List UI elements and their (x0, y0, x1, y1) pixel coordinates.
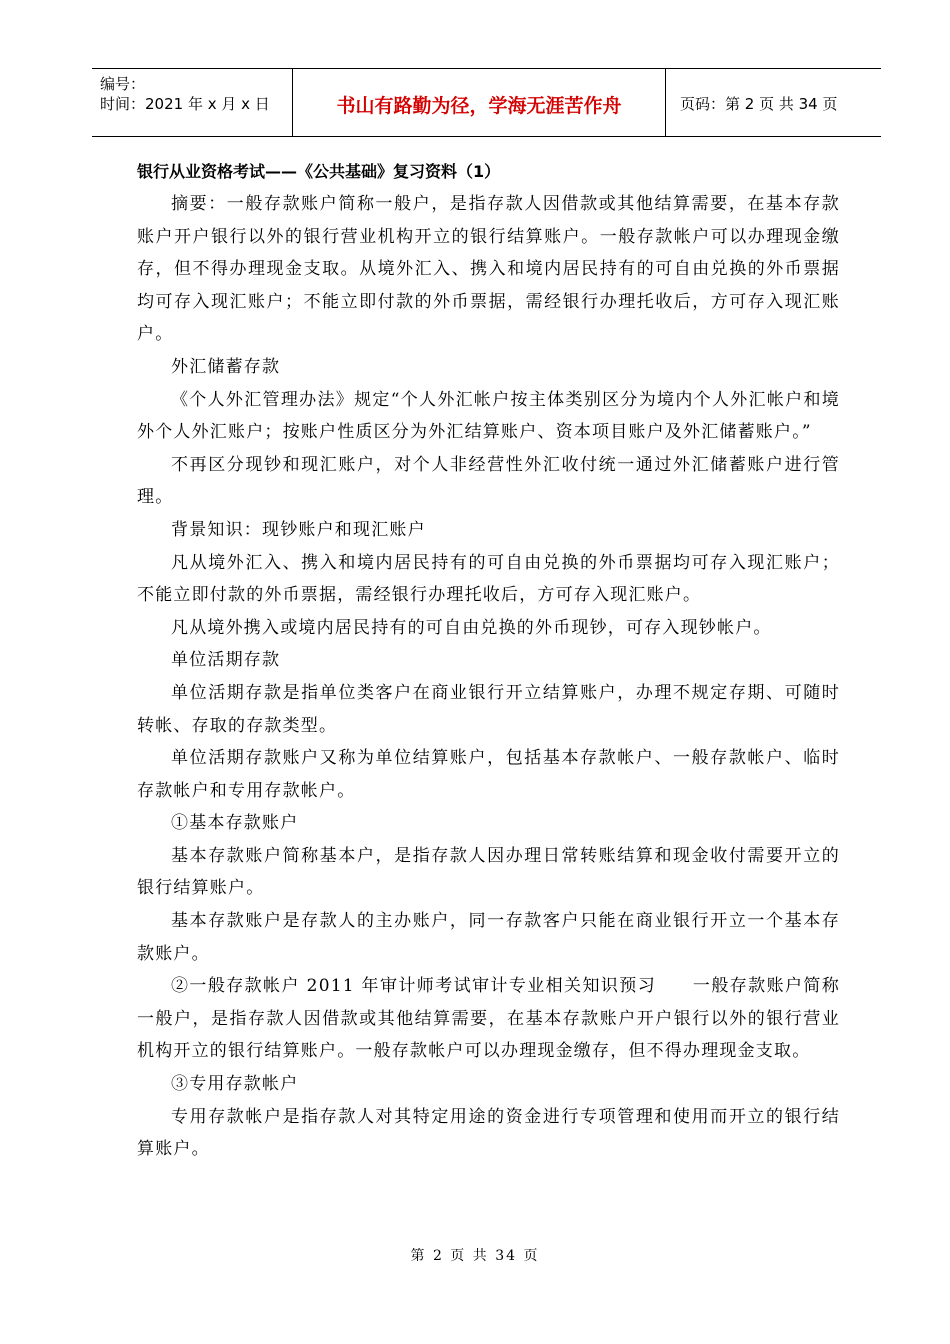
page-footer: 第 2 页 共 34 页 (410, 1248, 540, 1264)
header-page-cell (666, 69, 881, 136)
motto-text: 书山有路勤为径，学海无涯苦作舟 (336, 95, 622, 117)
paragraph: ②一般存款帐户 2011 年审计师考试审计专业相关知识预习 一般存款账户简称一般户，是指存款人因借款或其他结算需要，在基本存款账户开户银行以外的银行营业机构开立的银行结算账户。一般存款帐户可以办理现金缴存，但不得办理现金支取。 (137, 976, 840, 1062)
paragraph: 基本存款账户是存款人的主办账户，同一存款客户只能在商业银行开立一个基本存款账户。 (137, 911, 840, 964)
paragraph: 不再区分现钞和现汇账户，对个人非经营性外汇收付统一通过外汇储蓄账户进行管理。 (137, 454, 840, 508)
number-label: 编号： (100, 75, 146, 93)
section-heading: 单位活期存款 (171, 650, 281, 671)
header-table (92, 68, 881, 137)
paragraph: 基本存款账户简称基本户，是指存款人因办理日常转账结算和现金收付需要开立的银行结算账户。 (137, 845, 840, 899)
paragraph: 凡从境外携入或境内居民持有的可自由兑换的外币现钞，可存入现钞帐户。 (171, 617, 772, 638)
section-heading: 背景知识：现钞账户和现汇账户 (171, 519, 426, 540)
document-title: 银行从业资格考试——《公共基础》复习资料（1） (137, 162, 501, 181)
paragraph: 专用存款帐户是指存款人对其特定用途的资金进行专项管理和使用而开立的银行结算账户。 (137, 1106, 840, 1160)
paragraph: 凡从境外汇入、携入和境内居民持有的可自由兑换的外币票据均可存入现汇账户；不能立即付款的外币票据，需经银行办理托收后，方可存入现汇账户。 (137, 552, 840, 606)
document-body (137, 160, 840, 1166)
page-info: 页码：第 2 页 共 34 页 (680, 95, 838, 113)
header-motto-cell (293, 69, 666, 136)
paragraph: 单位活期存款账户又称为单位结算账户，包括基本存款帐户、一般存款帐户、临时存款帐户和专用存款帐户。 (137, 748, 840, 801)
section-heading: ③专用存款帐户 (171, 1074, 299, 1095)
time-label: 时间：2021 年 x 月 x 日 (100, 95, 270, 113)
section-heading: 外汇储蓄存款 (171, 356, 281, 377)
paragraph: 《个人外汇管理办法》规定“个人外汇帐户按主体类别区分为境内个人外汇帐户和境外个人外汇账户；按账户性质区分为外汇结算账户、资本项目账户及外汇储蓄账户。” (137, 389, 840, 443)
paragraph: 摘要：一般存款账户简称一般户，是指存款人因借款或其他结算需要，在基本存款账户开户银行以外的银行营业机构开立的银行结算账户。一般存款帐户可以办理现金缴存，但不得办理现金支取。从境外汇入、携入和境内居民持有的可自由兑换的外币票据均可存入现汇账户；不能立即付款的外币票据，需经银行办理托收后，方可存入现汇账户。 (137, 194, 840, 345)
header-info-cell (92, 69, 293, 136)
section-heading: ①基本存款账户 (171, 813, 299, 834)
paragraph: 单位活期存款是指单位类客户在商业银行开立结算账户，办理不规定存期、可随时转帐、存取的存款类型。 (137, 682, 840, 736)
